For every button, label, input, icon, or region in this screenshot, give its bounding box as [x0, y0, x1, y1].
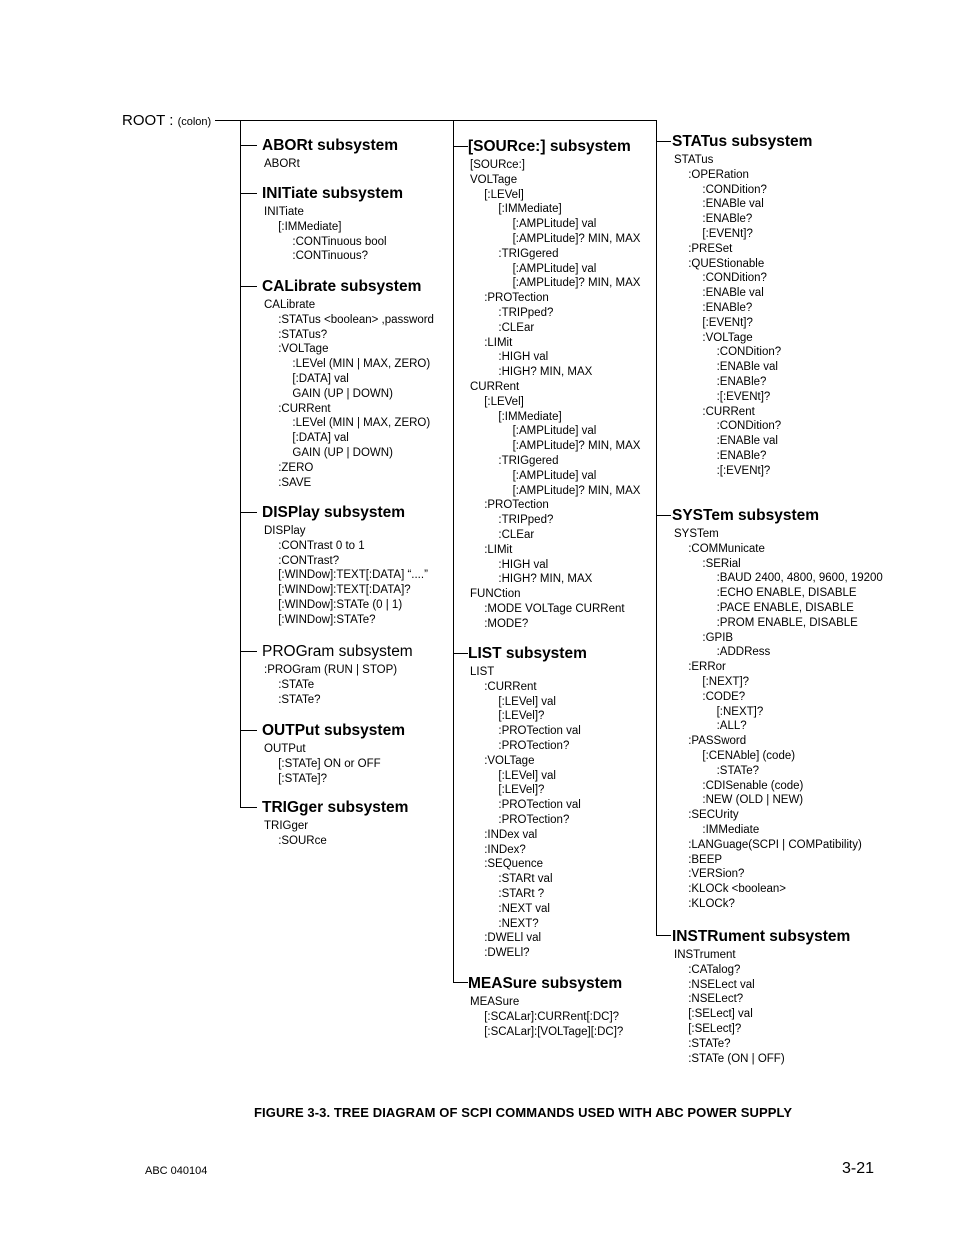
command-line: :PROM ENABLE, DISABLE [716, 616, 858, 629]
branch-source [453, 146, 468, 147]
command-line: :MODE VOLTage CURRent [484, 602, 625, 615]
command-line: :STATe? [688, 1037, 731, 1050]
command-line: :NEXT val [498, 902, 550, 915]
command-line: :ENABle? [702, 213, 753, 226]
command-line: :CODE? [702, 690, 746, 703]
command-line: :ENABle? [702, 301, 753, 314]
command-line: :SOURce [278, 834, 327, 847]
command-line: INITiate [264, 206, 304, 218]
command-line: [:SCALar]:[VOLTage][:DC]? [484, 1025, 624, 1038]
command-list [264, 819, 408, 849]
root-label-note: (colon) [177, 116, 212, 128]
command-line: :TRIGgered [498, 247, 559, 260]
command-line: :STATus <boolean> ,password [278, 313, 434, 326]
command-line: :CURRent [484, 680, 537, 693]
footer-doc-id: ABC 040104 [145, 1165, 208, 1177]
subsystem-title: INITiate subsystem [262, 185, 403, 202]
command-line: :ERRor [688, 661, 726, 674]
command-line: :HIGH? MIN, MAX [498, 366, 593, 379]
subsystem-title: OUTPut subsystem [262, 722, 405, 739]
command-line: :DWELl? [484, 947, 530, 960]
command-line: [:AMPLitude]? MIN, MAX [512, 232, 641, 245]
subsystem-block [674, 506, 883, 912]
command-list [264, 157, 398, 172]
command-line: [:AMPLitude]? MIN, MAX [512, 277, 641, 290]
command-line: :HIGH val [498, 558, 549, 571]
command-line: :CONDition? [702, 272, 767, 285]
figure-caption: FIGURE 3-3. TREE DIAGRAM OF SCPI COMMANDS USED WITH ABC POWER SUPPLY [254, 1105, 793, 1120]
command-line: [:SELect]? [688, 1022, 742, 1035]
command-line: :SECUrity [688, 809, 739, 822]
command-list [470, 665, 587, 961]
command-line: GAIN (UP | DOWN) [292, 387, 393, 400]
subsystem-block [264, 184, 403, 264]
command-line: :VERSion? [688, 868, 745, 881]
subsystem-title: [SOURce:] subsystem [468, 138, 631, 155]
subsystem-block [264, 277, 434, 490]
command-line: INSTrument [674, 949, 736, 961]
command-line: [:LEVel] val [498, 769, 556, 782]
branch-output [240, 730, 257, 731]
subsystem-title: DISPlay subsystem [262, 504, 406, 521]
command-line: [:IMMediate] [278, 220, 342, 233]
subsystem-title: SYSTem subsystem [672, 507, 820, 524]
command-line: :KLOCk? [688, 897, 735, 910]
command-line: :NEXT? [498, 917, 539, 930]
command-line: [:AMPLitude]? MIN, MAX [512, 484, 641, 497]
command-line: :COMMunicate [688, 542, 765, 555]
command-line: ABORt [264, 158, 300, 170]
command-line: :ENABle? [716, 449, 767, 462]
command-line: :ENABle val [702, 287, 764, 300]
command-line: :STATe? [278, 693, 321, 706]
command-line: :PROTection? [498, 739, 570, 752]
column-2-vertical-line [656, 120, 657, 935]
subsystem-block [264, 503, 428, 628]
command-line: [:CENAble] (code) [702, 749, 796, 762]
subsystem-block [470, 137, 640, 632]
command-line: :LEVel (MIN | MAX, ZERO) [292, 417, 431, 430]
command-line: :STATe? [716, 764, 759, 777]
subsystem-title: MEASure subsystem [468, 975, 623, 992]
command-line: CURRent [470, 380, 520, 393]
command-line: :CONDition? [702, 183, 767, 196]
command-line: [:LEVel]? [498, 784, 545, 797]
command-line: [:IMMediate] [498, 410, 562, 423]
command-line: [:LEVel] [484, 395, 524, 408]
command-list [264, 742, 405, 786]
command-line: :CLEar [498, 321, 535, 334]
branch-calibrate [240, 286, 257, 287]
command-line: :PROGram (RUN | STOP) [264, 664, 398, 676]
command-line: :PROTection [484, 292, 549, 305]
command-line: :KLOCk <boolean> [688, 883, 787, 896]
command-line: :VOLTage [702, 331, 753, 344]
command-line: [:SELect] val [688, 1008, 753, 1021]
command-line: STATus [674, 154, 714, 166]
command-line: :CLEar [498, 528, 535, 541]
subsystem-block [264, 798, 408, 849]
column-1-vertical-line [453, 120, 454, 982]
command-line: :MODE? [484, 617, 529, 630]
root-label-text: ROOT : [122, 112, 174, 129]
command-line: :NEW (OLD | NEW) [702, 794, 804, 807]
command-line: :CATalog? [688, 963, 741, 976]
command-line: [:WINDow]:STATe (0 | 1) [278, 598, 403, 611]
subsystem-block [674, 132, 812, 479]
branch-status [656, 141, 671, 142]
command-line: :VOLTage [278, 343, 329, 356]
command-line: :CONTinuous bool [292, 235, 387, 248]
branch-abort [240, 145, 257, 146]
command-line: :CONDition? [716, 420, 782, 433]
command-line: :ECHO ENABLE, DISABLE [716, 587, 857, 600]
command-line: :ENABle val [716, 361, 778, 374]
command-line: [:AMPLitude]? MIN, MAX [512, 440, 641, 453]
command-line: MEASure [470, 996, 520, 1008]
command-line: [:STATe] ON or OFF [278, 757, 381, 770]
command-line: :LEVel (MIN | MAX, ZERO) [292, 358, 431, 371]
command-line: :BAUD 2400, 4800, 9600, 19200 [716, 572, 883, 585]
command-line: [:EVENt]? [702, 227, 753, 240]
command-line: :[:EVENt]? [716, 464, 771, 477]
command-line: [:DATA] val [292, 372, 349, 385]
command-line: :VOLTage [484, 754, 535, 767]
command-line: [:SCALar]:CURRent[:DC]? [484, 1010, 620, 1023]
command-line: :PROTection? [498, 813, 570, 826]
branch-program [240, 651, 257, 652]
command-line: :CURRent [278, 402, 331, 415]
command-line: OUTPut [264, 743, 306, 755]
command-line: [SOURce:] [470, 159, 525, 171]
command-line: DISPlay [264, 525, 306, 537]
subsystem-title: CALibrate subsystem [262, 278, 422, 295]
subsystem-title: INSTRument subsystem [672, 928, 851, 945]
command-line: [:NEXT]? [716, 705, 764, 718]
command-line: :BEEP [688, 853, 723, 866]
command-line: :TRIGgered [498, 454, 559, 467]
branch-system [656, 515, 671, 516]
root-horizontal-line [215, 120, 657, 121]
command-line: :QUEStionable [688, 257, 765, 270]
command-line: :ZERO [278, 461, 314, 474]
subsystem-block [264, 136, 398, 172]
root-vertical-line [240, 120, 241, 808]
command-line: :STATe [278, 678, 315, 691]
branch-measure [453, 982, 468, 983]
command-line: :STATe (ON | OFF) [688, 1052, 785, 1065]
command-line: :ENABle val [702, 198, 764, 211]
command-line: [:WINDow]:TEXT[:DATA]? [278, 584, 411, 597]
command-line: :STARt ? [498, 887, 545, 900]
command-line: :DWELl val [484, 932, 542, 945]
subsystem-block [264, 642, 413, 707]
subsystem-title: ABORt subsystem [262, 137, 399, 154]
command-line: [:AMPLitude] val [512, 469, 597, 482]
command-line: :LIMit [484, 543, 513, 556]
command-line: :PACE ENABLE, DISABLE [716, 601, 854, 614]
subsystem-title: TRIGger subsystem [262, 799, 409, 816]
subsystem-title: PROGram subsystem [262, 643, 413, 660]
command-list [264, 205, 403, 264]
subsystem-block [674, 927, 850, 1066]
page-number: 3-21 [842, 1160, 875, 1177]
command-line: [:LEVel] [484, 188, 524, 201]
command-line: :PROTection val [498, 799, 581, 812]
command-line: :CONTinuous? [292, 250, 369, 263]
command-line: CALibrate [264, 299, 316, 311]
branch-trigger [240, 807, 257, 808]
command-line: :CONTrast? [278, 554, 340, 567]
command-list [674, 948, 850, 1066]
command-line: [:WINDow]:STATe? [278, 613, 376, 626]
subsystem-title: LIST subsystem [468, 645, 587, 662]
command-line: [:DATA] val [292, 432, 349, 445]
command-line: :TRIPped? [498, 514, 554, 527]
subsystem-block [470, 974, 623, 1039]
command-line: [:WINDow]:TEXT[:DATA] “....” [278, 569, 428, 582]
command-line: :PROTection [484, 499, 549, 512]
command-line: TRIGger [264, 820, 309, 832]
branch-display [240, 512, 257, 513]
command-line: :HIGH val [498, 351, 549, 364]
subsystem-block [264, 721, 405, 786]
command-line: :STATus? [278, 328, 328, 341]
command-line: [:NEXT]? [702, 675, 750, 688]
branch-initiate [240, 193, 257, 194]
command-line: :LANGuage(SCPI | COMPatibility) [688, 838, 862, 851]
command-line: :LIMit [484, 336, 513, 349]
command-list [674, 527, 883, 912]
command-line: :ENABle val [716, 435, 778, 448]
command-line: :CDISenable (code) [702, 779, 804, 792]
command-line: :PRESet [688, 242, 733, 255]
command-line: :PASSword [688, 735, 747, 748]
command-line: FUNCtion [470, 588, 521, 601]
command-line: [:AMPLitude] val [512, 218, 597, 231]
command-line: :HIGH? MIN, MAX [498, 573, 593, 586]
command-list [470, 158, 640, 632]
command-line: :SERial [702, 557, 741, 570]
command-line: :GPIB [702, 631, 734, 644]
command-list [674, 153, 812, 479]
command-line: :PROTection val [498, 725, 581, 738]
command-line: :CONDition? [716, 346, 782, 359]
command-line: SYSTem [674, 528, 719, 540]
branch-instrument [656, 935, 671, 936]
command-line: [:STATe]? [278, 772, 327, 785]
command-line: :ADDRess [716, 646, 771, 659]
root-label [122, 112, 211, 129]
command-line: :[:EVENt]? [716, 390, 771, 403]
command-line: :NSELect? [688, 993, 744, 1006]
command-line: VOLTage [470, 173, 518, 186]
command-line: GAIN (UP | DOWN) [292, 446, 393, 459]
command-line: [:LEVel]? [498, 710, 545, 723]
command-list [264, 663, 413, 707]
command-line: :INDex? [484, 843, 526, 856]
command-line: :NSELect val [688, 978, 755, 991]
command-line: [:AMPLitude] val [512, 425, 597, 438]
subsystem-block [470, 644, 587, 961]
command-list [470, 995, 623, 1039]
branch-list [453, 653, 468, 654]
command-list [264, 298, 434, 490]
command-line: [:EVENt]? [702, 316, 753, 329]
command-line: :OPERation [688, 168, 749, 181]
command-line: :ALL? [716, 720, 747, 733]
command-list [264, 524, 428, 628]
command-line: [:AMPLitude] val [512, 262, 597, 275]
command-line: :ENABle? [716, 375, 767, 388]
command-line: :INDex val [484, 828, 538, 841]
command-line: :SAVE [278, 476, 312, 489]
command-line: :TRIPped? [498, 306, 554, 319]
command-line: LIST [470, 666, 495, 678]
subsystem-title: STATus subsystem [672, 133, 813, 150]
command-line: :CURRent [702, 405, 755, 418]
command-line: [:LEVel] val [498, 695, 556, 708]
command-line: [:IMMediate] [498, 203, 562, 216]
command-line: :CONTrast 0 to 1 [278, 539, 365, 552]
command-line: :STARt val [498, 873, 553, 886]
command-line: :SEQuence [484, 858, 544, 871]
command-line: :IMMediate [702, 823, 760, 836]
